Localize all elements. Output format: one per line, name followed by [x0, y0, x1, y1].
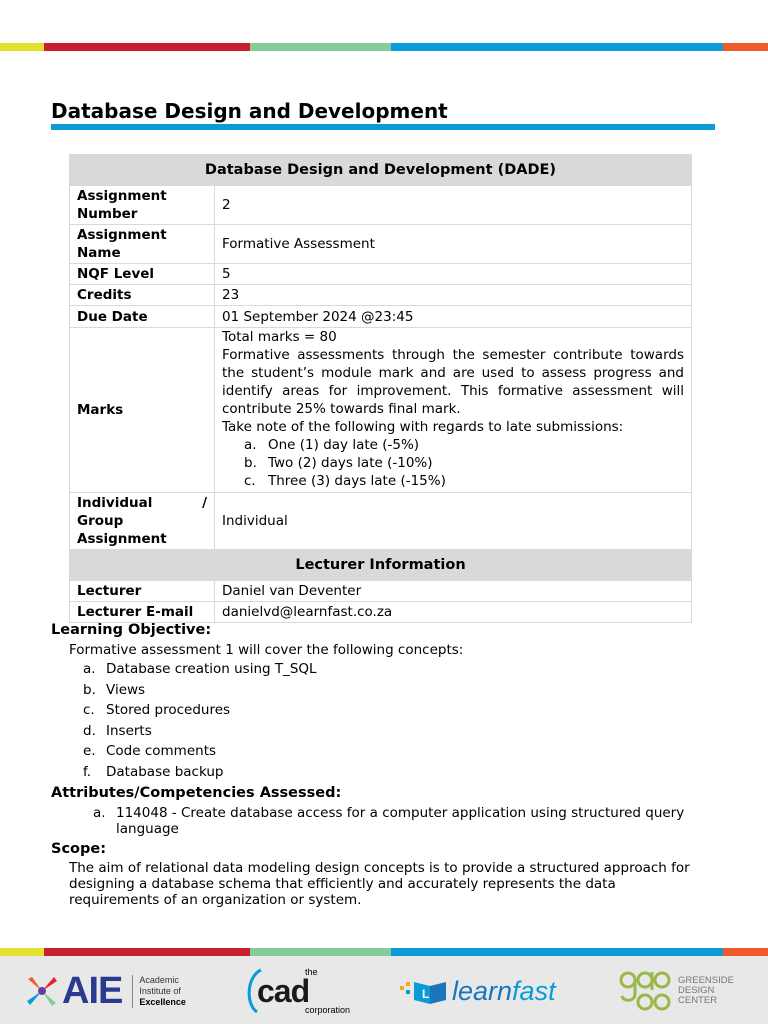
learnfast-wordmark-fast: fast: [512, 975, 556, 1006]
title-underline: [51, 124, 715, 130]
row-value: 2: [215, 186, 692, 225]
objective-list: [83, 661, 317, 784]
list-letter: a.: [93, 805, 106, 821]
bar-segment-red: [44, 43, 250, 51]
individual-group-label: Individual / Group Assignment: [70, 493, 215, 550]
aie-tagline: [132, 975, 186, 1008]
cad-the-text: the: [305, 966, 318, 977]
aie-star-icon: [24, 973, 60, 1009]
greenside-text-line: DESIGN: [678, 985, 715, 996]
list-letter: b.: [83, 681, 96, 698]
learnfast-book-icon: [400, 976, 450, 1006]
row-label: NQF Level: [70, 264, 215, 285]
row-label: Assignment Name: [70, 225, 215, 264]
list-text: Database backup: [106, 763, 224, 780]
aie-tagline-line: Excellence: [139, 996, 186, 1007]
row-value: 5: [215, 264, 692, 285]
marks-cell: [215, 328, 692, 493]
list-text: One (1) day late (-5%): [268, 437, 420, 453]
list-item: [244, 472, 684, 490]
list-letter: c.: [83, 702, 95, 718]
cad-corporation-logo: [243, 968, 350, 1014]
aie-wordmark: AIE: [62, 969, 123, 1012]
table-header: Database Design and Development (DADE): [70, 155, 692, 186]
row-label: Due Date: [70, 306, 215, 328]
learning-objective-intro: Formative assessment 1 will cover the following concepts:: [69, 642, 464, 658]
list-letter: c.: [244, 473, 256, 489]
table-row: [70, 602, 692, 623]
row-label: Assignment Number: [70, 186, 215, 225]
list-item: [244, 454, 684, 472]
bottom-color-bar: [0, 948, 768, 956]
list-item: [93, 805, 693, 837]
lecturer-name: Daniel van Deventer: [215, 581, 692, 602]
bar-segment-blue: [391, 948, 723, 956]
cad-corporation-text: corporation: [305, 1004, 351, 1015]
list-text: Inserts: [106, 722, 152, 739]
list-text: Two (2) days late (-10%): [268, 455, 433, 471]
list-letter: e.: [83, 743, 96, 759]
bar-segment-yellow: [0, 43, 44, 51]
scope-heading: Scope:: [51, 841, 107, 857]
aie-logo: [24, 968, 186, 1014]
list-text: Code comments: [106, 743, 217, 759]
list-text: 114048 - Create database access for a computer application using structured query language: [116, 805, 685, 837]
list-letter: a.: [244, 437, 257, 453]
lecturer-email: danielvd@learnfast.co.za: [215, 602, 692, 623]
attributes-heading: Attributes/Competencies Assessed:: [51, 785, 342, 801]
lecturer-header-row: [70, 550, 692, 581]
svg-text:L: L: [422, 987, 430, 1001]
row-label: Lecturer: [70, 581, 215, 602]
late-penalty-list: [222, 436, 684, 490]
list-item: [83, 682, 317, 703]
list-item: [83, 702, 317, 723]
list-item: [83, 661, 317, 682]
bar-segment-green: [250, 43, 391, 51]
learnfast-logo: [400, 968, 556, 1014]
row-value: 23: [215, 285, 692, 306]
row-value: Formative Assessment: [215, 225, 692, 264]
bar-segment-yellow: [0, 948, 44, 956]
list-text: Database creation using T_SQL: [106, 661, 317, 677]
aie-tagline-line: Academic: [139, 974, 179, 985]
greenside-logo: [618, 968, 734, 1014]
list-letter: b.: [244, 455, 257, 471]
bar-segment-red: [44, 948, 250, 956]
table-row: [70, 581, 692, 602]
table-header-row: [70, 155, 692, 186]
bar-segment-green: [250, 948, 391, 956]
greenside-text: [678, 976, 734, 1006]
table-row: [70, 225, 692, 264]
list-item: [83, 743, 317, 764]
aie-tagline-line: Institute of: [139, 985, 181, 996]
learnfast-wordmark-learn: learn: [452, 975, 513, 1006]
individual-group-value: Individual: [215, 493, 692, 550]
marks-label: Marks: [70, 328, 215, 493]
greenside-gdc-icon: [618, 968, 672, 1014]
table-row: [70, 264, 692, 285]
list-item: [244, 436, 684, 454]
marks-description: Formative assessments through the semester contribute towards the student’s module mark and are used to assess progress and identify areas for improvement. This formative assessment will contribute 25% towards final mark.: [222, 347, 684, 417]
learning-objective-heading: Learning Objective:: [51, 622, 212, 638]
marks-row: [70, 328, 692, 493]
table-row: [70, 306, 692, 328]
lecturer-header: Lecturer Information: [70, 550, 692, 581]
list-item: [83, 764, 317, 785]
greenside-text-line: GREENSIDE: [678, 975, 734, 986]
list-item: [83, 723, 317, 744]
table-row: [70, 186, 692, 225]
bar-segment-orange: [723, 43, 768, 51]
scope-text: The aim of relational data modeling design concepts is to provide a structured approach for designing a database schema that efficiently and accurately represents the data requirements of an organization or system.: [69, 860, 690, 908]
top-color-bar: [0, 43, 768, 51]
list-text: Views: [106, 681, 146, 698]
document-title: Database Design and Development: [51, 99, 448, 123]
list-letter: f.: [83, 763, 92, 780]
late-submission-note: Take note of the following with regards to late submissions:: [222, 419, 624, 435]
table-row: [70, 493, 692, 550]
marks-total: Total marks = 80: [222, 329, 337, 345]
list-text: Three (3) days late (-15%): [268, 473, 446, 489]
assignment-info-table: [69, 154, 692, 623]
row-value: 01 September 2024 @23:45: [215, 306, 692, 328]
bar-segment-blue: [391, 43, 723, 51]
row-label: Lecturer E-mail: [70, 602, 215, 623]
table-row: [70, 285, 692, 306]
row-label: Credits: [70, 285, 215, 306]
greenside-text-line: CENTER: [678, 995, 718, 1006]
cad-wordmark-group: [257, 968, 350, 1015]
list-letter: a.: [83, 661, 96, 677]
bar-segment-orange: [723, 948, 768, 956]
list-letter: d.: [83, 722, 96, 739]
cad-wordmark: cad: [257, 972, 310, 1009]
list-text: Stored procedures: [106, 702, 231, 718]
